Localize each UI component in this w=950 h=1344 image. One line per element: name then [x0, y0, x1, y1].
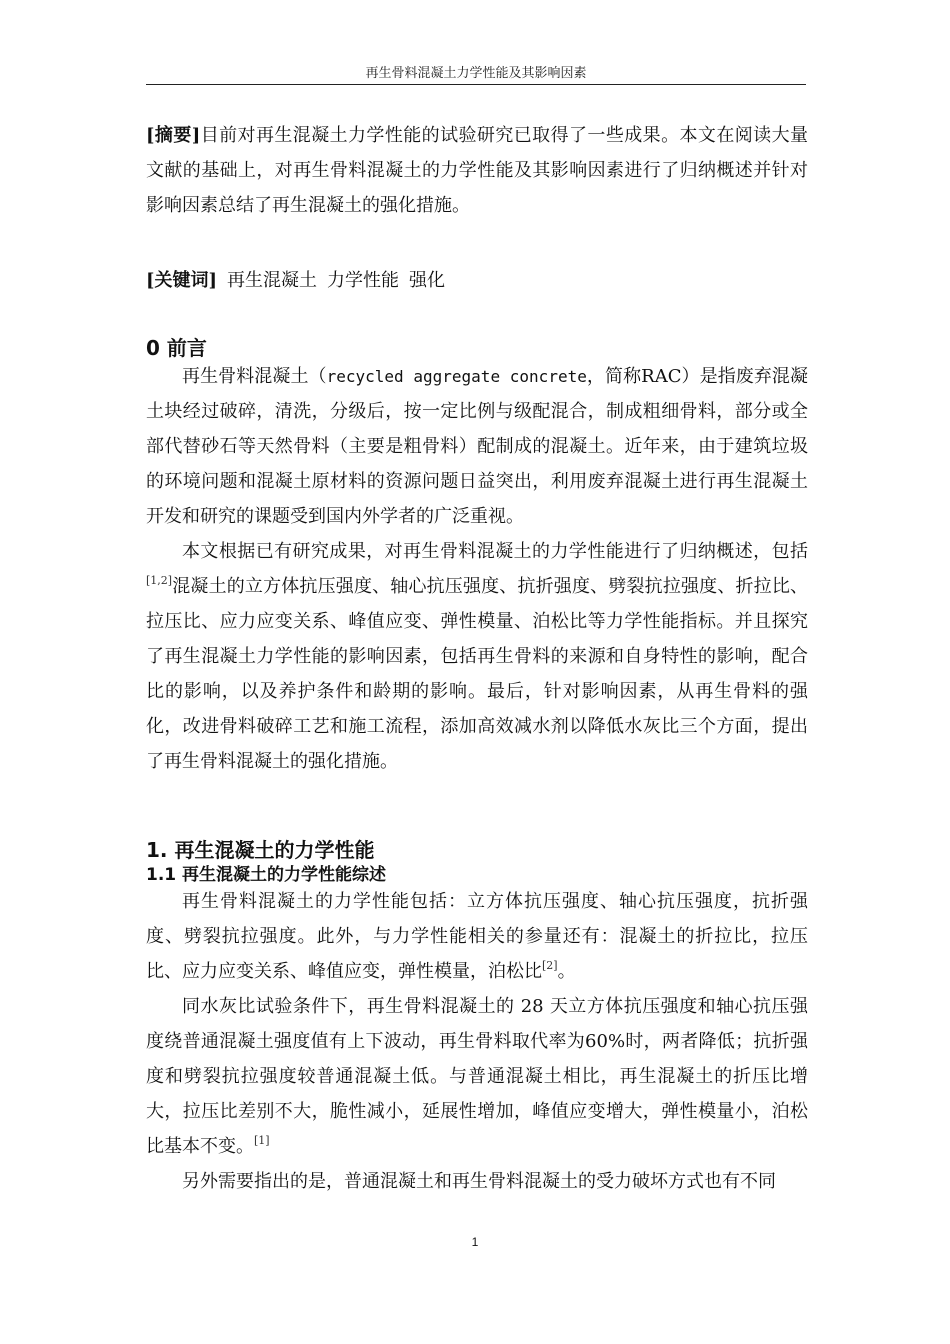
section-heading-mechanical-properties: 1. 再生混凝土的力学性能: [146, 838, 375, 862]
paragraph: [146, 1164, 808, 1199]
keyword-item: 力学性能: [327, 270, 400, 291]
citation: [1]: [254, 1134, 270, 1147]
paragraph-text: 同水灰比试验条件下，再生骨料混凝土的 28 天立方体抗压强度和轴心抗压强度绕普通混凝土强度值有上下波动，再生骨料取代率为60%时，两者降低；抗折强度和劈裂抗拉强度较普通混凝土低。与普通混凝土相比，再生混凝土的折压比增大，拉压比差别不大，脆性减小，延展性增加，峰值应变增大，弹性模量小，泊松比基本不变。: [146, 996, 808, 1157]
paragraph: [146, 884, 808, 989]
keywords-block: [146, 263, 808, 298]
keywords-label: [关键词]: [146, 270, 218, 291]
section1-body: [146, 884, 808, 1199]
subsection-heading-overview: 1.1 再生混凝土的力学性能综述: [146, 865, 387, 885]
paragraph-text: 。: [557, 961, 576, 982]
paragraph-text: 本文根据已有研究成果，对再生骨料混凝土的力学性能进行了归纳概述，包括: [182, 541, 808, 562]
section-heading-introduction: 0 前言: [146, 336, 207, 360]
page-number: 1: [471, 1235, 479, 1249]
paragraph-text: 再生骨料混凝土（: [182, 366, 327, 387]
abstract-label: [摘要]: [146, 125, 201, 146]
paragraph-text: 再生骨料混凝土的力学性能包括：立方体抗压强度、轴心抗压强度，抗折强度、劈裂抗拉强度。此外，与力学性能相关的参量还有：混凝土的折拉比，拉压比、应力应变关系、峰值应变，弹性模量，泊松比: [146, 891, 808, 982]
header-rule: [146, 84, 806, 85]
abstract-block: [146, 118, 808, 223]
paragraph: [146, 989, 808, 1164]
abstract-text: 目前对再生混凝土力学性能的试验研究已取得了一些成果。本文在阅读大量文献的基础上，对再生骨料混凝土的力学性能及其影响因素进行了归纳概述并针对影响因素总结了再生混凝土的强化措施。: [146, 125, 808, 216]
paragraph: [146, 534, 808, 779]
citation: [2]: [542, 959, 558, 972]
paragraph-text: ，简称RAC）是指废弃混凝土块经过破碎，清洗，分级后，按一定比例与级配混合，制成粗细骨料，部分或全部代替砂石等天然骨料（主要是粗骨料）配制成的混凝土。近年来，由于建筑垃圾的环境问题和混凝土原材料的资源问题日益突出，利用废弃混凝土进行再生混凝土开发和研究的课题受到国内外学者的广泛重视。: [146, 366, 809, 527]
paragraph-text: 混凝土的立方体抗压强度、轴心抗压强度、抗折强度、劈裂抗拉强度、折拉比、拉压比、应力应变关系、峰值应变、弹性模量、泊松比等力学性能指标。并且探究了再生混凝土力学性能的影响因素，包括再生骨料的来源和自身特性的影响，配合比的影响，以及养护条件和龄期的影响。最后，针对影响因素，从再生骨料的强化，改进骨料破碎工艺和施工流程，添加高效减水剂以降低水灰比三个方面，提出了再生骨料混凝土的强化措施。: [146, 576, 808, 772]
keyword-item: 再生混凝土: [227, 270, 318, 291]
paragraph-text: 另外需要指出的是，普通混凝土和再生骨料混凝土的受力破坏方式也有不同: [182, 1171, 776, 1192]
running-header: 再生骨料混凝土力学性能及其影响因素: [365, 66, 587, 81]
citation: [1,2]: [146, 574, 173, 587]
paragraph: [146, 359, 808, 534]
keyword-item: 强化: [409, 270, 446, 291]
introduction-body: [146, 359, 808, 779]
english-term: recycled aggregate concrete: [326, 367, 587, 386]
